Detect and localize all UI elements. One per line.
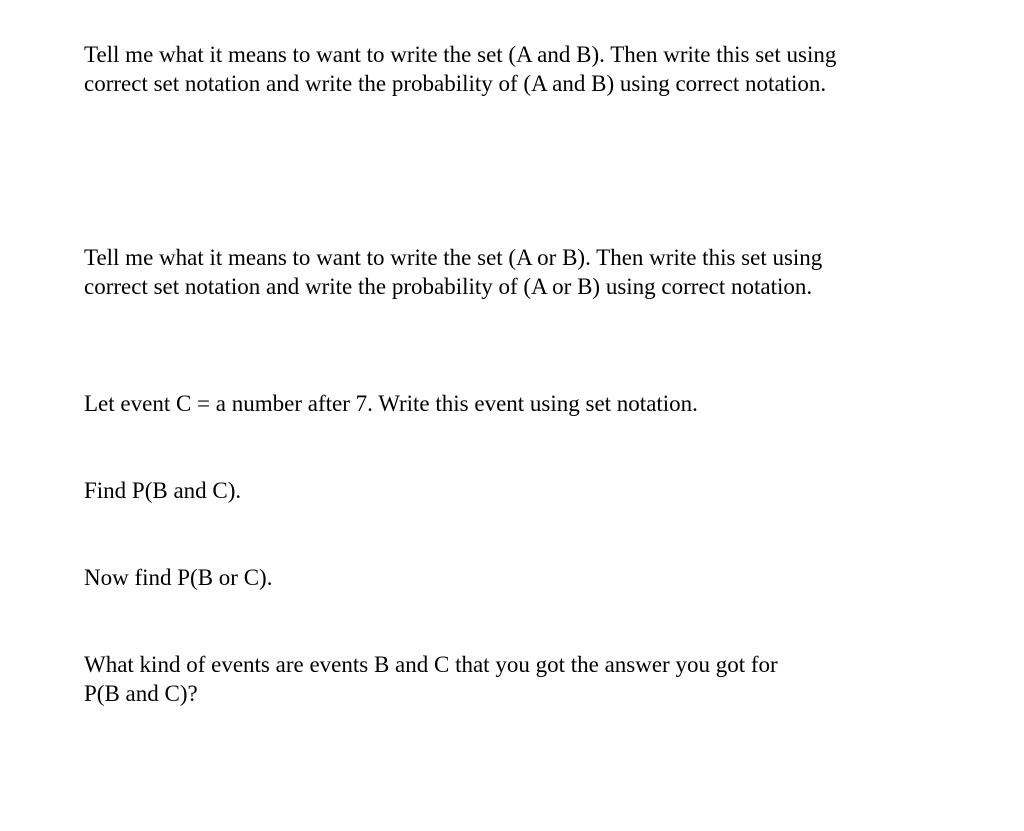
question-find-b-and-c: Find P(B and C). [84, 478, 242, 503]
question-event-c: Let event C = a number after 7. Write this event using set notation. [84, 391, 698, 416]
question-kind-of-events: What kind of events are events B and C that you got the answer you got for P(B and C)? [84, 652, 778, 706]
question-or-set: Tell me what it means to want to write the set (A or B). Then write this set using correct set notation and write the probability of (A or B) using correct notation. [84, 245, 823, 299]
question-and-set: Tell me what it means to want to write the set (A and B). Then write this set using correct set notation and write the probability of (A and B) using correct notation. [84, 42, 837, 96]
question-find-b-or-c: Now find P(B or C). [84, 565, 273, 590]
